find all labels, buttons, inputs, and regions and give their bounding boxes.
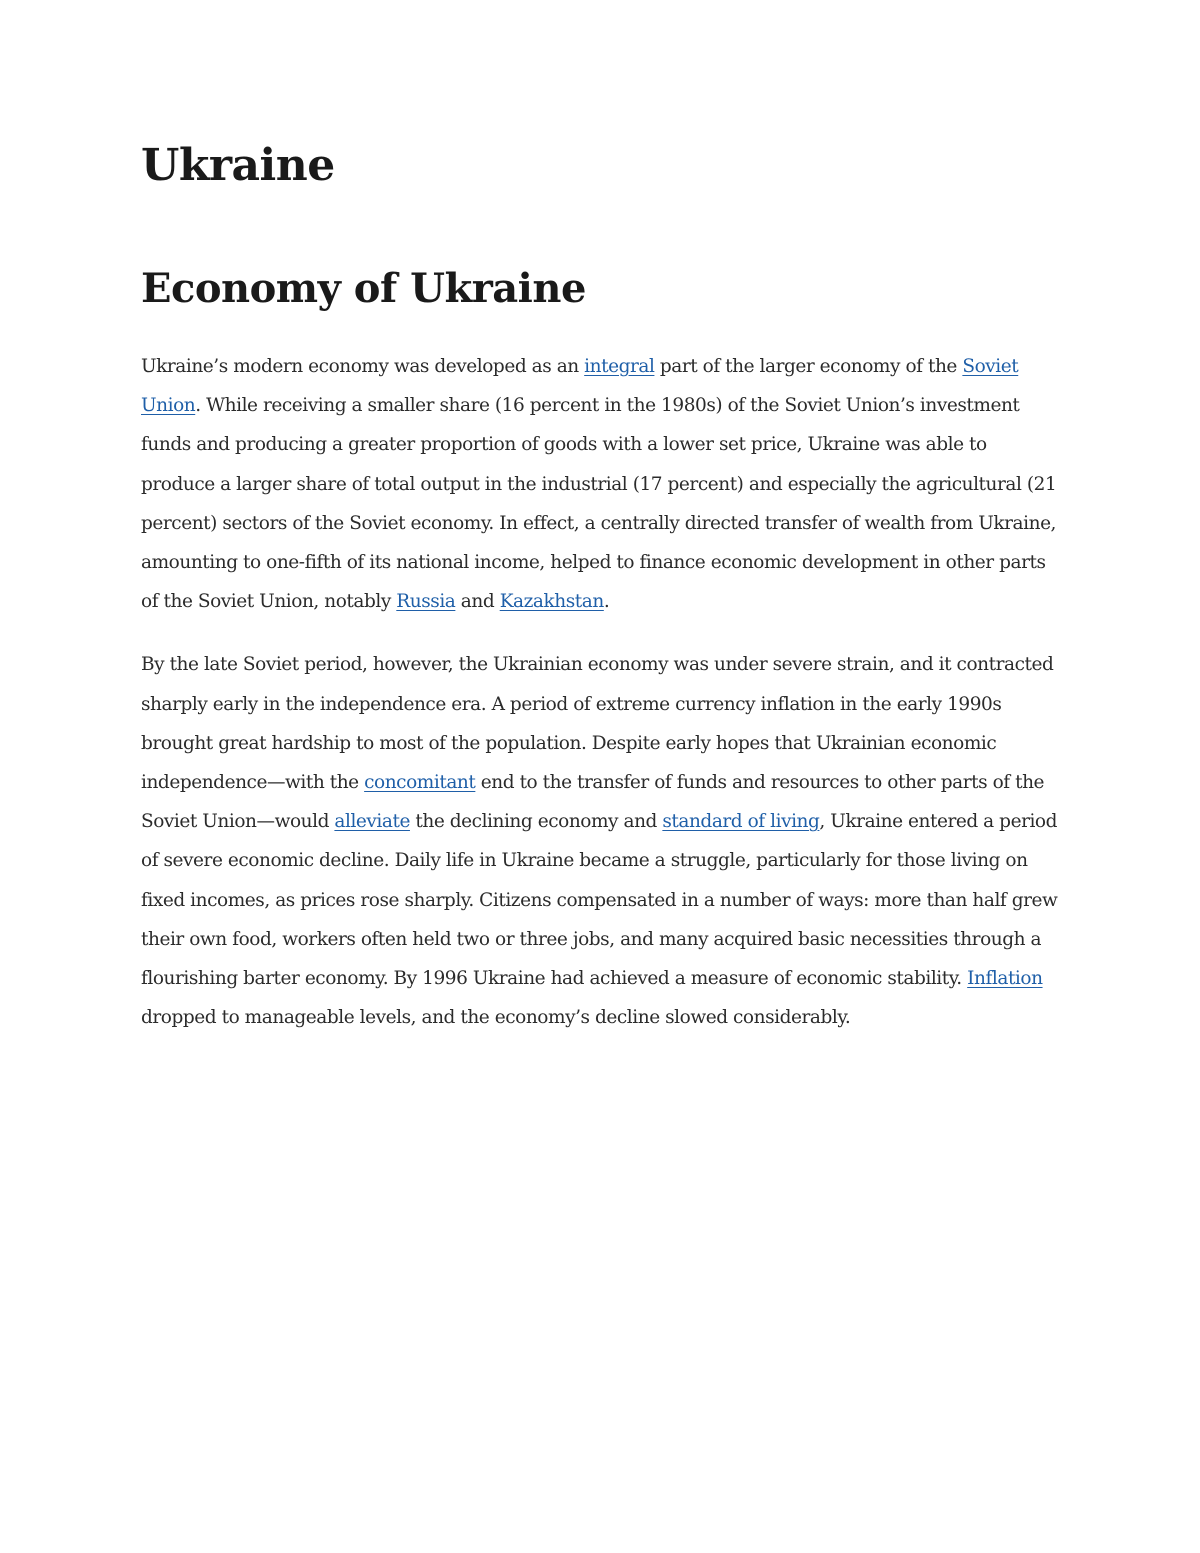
link-soviet-union[interactable]: Soviet Union <box>141 356 1019 417</box>
link-russia[interactable]: Russia <box>396 591 456 613</box>
link-concomitant[interactable]: concomitant <box>364 772 476 794</box>
paragraph-1-text-2: part of the larger economy of the <box>654 356 963 377</box>
paragraph-2-text-4: , Ukraine entered a period of severe economic decline. Daily life in Ukraine became a struggle, particularly for those living on fixed incomes, as prices rose sharply. Citizens compensated in a number of ways: more than half grew their own food, workers often held two or three jobs, and many acquired basic necessities through a flourishing barter economy. By 1996 Ukraine had achieved a measure of economic stability. <box>141 811 1058 990</box>
link-inflation[interactable]: Inflation <box>967 968 1043 990</box>
page-title: Ukraine <box>141 140 335 191</box>
paragraph-2-text-5: dropped to manageable levels, and the economy’s decline slowed considerably. <box>141 1007 851 1029</box>
paragraph-2-text-2: end to the transfer of funds and resources to other parts of the Soviet Union—would <box>141 772 1045 833</box>
paragraph-1-text-1: Ukraine’s modern economy was developed as an <box>141 356 585 377</box>
paragraph-1-text-4: and <box>455 591 500 613</box>
paragraph-2-text-1: By the late Soviet period, however, the Ukrainian economy was under severe strain, and it contracted sharply early in the independence era. A period of extreme currency inflation in the early 1990s brought great hardship to most of the population. Despite early hopes that Ukrainian economic independence—with the <box>141 654 1054 794</box>
article-body <box>141 347 1061 1061</box>
paragraph-1-text-3: . While receiving a smaller share (16 percent in the 1980s) of the Soviet Union’s investment funds and producing a greater proportion of goods with a lower set price, Ukraine was able to produce a larger share of total output in the industrial (17 percent) and especially the agricultural (21 percent) sectors of the Soviet economy. In effect, a centrally directed transfer of wealth from Ukraine, amounting to one-fifth of its national income, helped to finance economic development in other parts of the Soviet Union, notably <box>141 395 1057 613</box>
paragraph-1 <box>141 347 1061 621</box>
paragraph-2 <box>141 645 1061 1037</box>
section-heading: Economy of Ukraine <box>141 265 586 312</box>
link-kazakhstan[interactable]: Kazakhstan <box>499 591 604 613</box>
link-alleviate[interactable]: alleviate <box>334 811 410 833</box>
paragraph-2-text-3: the declining economy and <box>409 811 663 833</box>
paragraph-1-text-5: . <box>603 591 610 613</box>
link-integral[interactable]: integral <box>584 356 655 377</box>
link-standard-of-living[interactable]: standard of living <box>662 811 820 833</box>
